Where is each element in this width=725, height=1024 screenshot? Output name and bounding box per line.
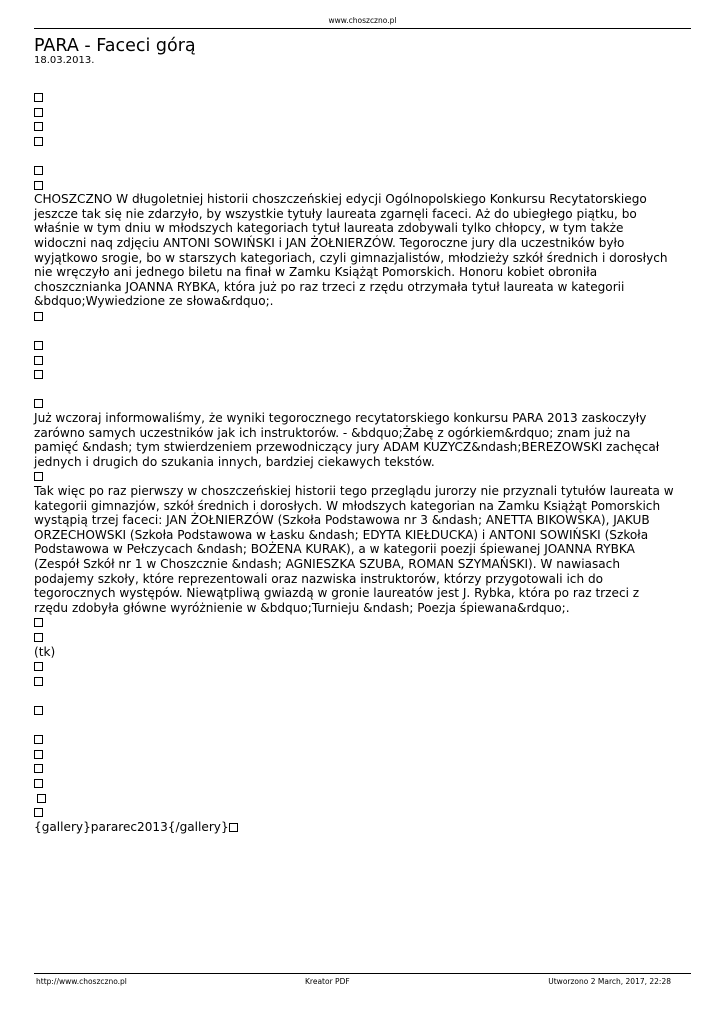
placeholder-box-row [34,338,691,353]
missing-glyph-box [34,356,43,365]
missing-glyph-box [37,794,46,803]
paragraph-3-line: tegorocznych występów. Niewątpliwą gwiazdą w gronie laureatów jest J. Rybka, która po raz trzeci z [34,586,640,601]
missing-glyph-box [34,312,43,321]
missing-glyph-box [34,93,43,102]
placeholder-box-row [34,309,691,324]
missing-glyph-box [34,122,43,131]
missing-glyph-box [34,706,43,715]
paragraph-1-line: jeszcze tak się nie zdarzyło, by wszystkie tytuły laureata zgarnęli faceci. Aż do ubiegłego piątku, bo [34,206,637,221]
placeholder-box-row [34,659,691,674]
missing-glyph-box [34,341,43,350]
paragraph-1-line: &bdquo;Wywiedzione ze słowa&rdquo;. [34,294,274,309]
placeholder-box-row [34,119,691,134]
footer-created: Utworzono 2 March, 2017, 22:28 [548,977,671,986]
placeholder-box-row [34,134,691,149]
page-title: PARA - Faceci górą [34,36,196,56]
paragraph-2-line: pamięć &ndash; tym stwierdzeniem przewodniczący jury ADAM KUZYCZ&ndash;BEREZOWSKI zachęcał [34,440,660,455]
placeholder-box-row [34,396,691,411]
gallery-tag: {gallery}pararec2013{/gallery} [34,819,229,834]
placeholder-box-row [34,761,691,776]
paragraph-1-line: widoczni naq zdjęciu ANTONI SOWIŃSKI i JAN ŻOŁNIERZÓW. Tegoroczne jury dla uczestników było [34,235,625,250]
paragraph-3-line: ORZECHOWSKI (Szkoła Podstawowa w Łasku &ndash; EDYTA KIEŁDUCKA) i ANTONI SOWIŃSKI (Szkoła [34,527,649,542]
paragraph-2-line: zarówno samych uczestników jak ich instruktorów. - &bdquo;Żabę z ogórkiem&rdquo; znam już na [34,425,631,440]
footer-divider [34,973,691,974]
missing-glyph-box [34,633,43,642]
placeholder-box-row [34,703,691,718]
missing-glyph-box [34,399,43,408]
paragraph-3-line: kategorii gimnazjów, szkół średnich i dorosłych. W młodszych kategorian na Zamku Książąt Pomorskich [34,498,661,513]
placeholder-box-row [34,615,691,630]
missing-glyph-box [34,618,43,627]
paragraph-1-line: wyjątkowo srogie, bo w starszych kategoriach, czyli gimnazjalistów, młodzieży szkół średnich i dorosłych [34,250,668,265]
article-body [34,90,691,834]
placeholder-box-row [34,105,691,120]
missing-glyph-box [34,764,43,773]
footer-url: http://www.choszczno.pl [36,977,127,986]
missing-glyph-box [229,823,238,832]
paragraph-3-line: (Zespół Szkół nr 1 w Choszcznie &ndash; AGNIESZKA SZUBA, ROMAN SZYMAŃSKI). W nawiasach [34,557,620,571]
placeholder-box-row [34,630,691,645]
placeholder-box-row [34,747,691,762]
missing-glyph-box [34,750,43,759]
paragraph-1-line: nie wręczyło ani jednego biletu na finał w Zamku Książąt Pomorskich. Honoru kobiet obroniła [34,265,598,280]
placeholder-box-row [34,805,691,820]
article-date: 18.03.2013. [34,55,95,66]
placeholder-box-row [34,469,691,484]
placeholder-box-row [34,178,691,193]
paragraph-2-line: Już wczoraj informowaliśmy, że wyniki tegorocznego recytatorskiego konkursu PARA 2013 zaskoczyły [34,411,647,426]
paragraph-3-line: Tak więc po raz pierwszy w choszczeńskiej historii tego przeglądu jurorzy nie przyznali tytułów laureata w [34,484,674,499]
header-site-url: www.choszczno.pl [328,16,397,25]
missing-glyph-box [34,370,43,379]
missing-glyph-box [34,108,43,117]
placeholder-box-row [34,367,691,382]
placeholder-box-row [34,776,691,791]
missing-glyph-box [34,137,43,146]
placeholder-box-row [34,732,691,747]
missing-glyph-box [34,181,43,190]
missing-glyph-box [34,779,43,788]
paragraph-3-line: wystąpią trzej faceci: JAN ŻOŁNIERZÓW (Szkoła Podstawowa nr 3 &ndash; ANETTA BIKOWSKA), JAKUB [34,513,650,528]
missing-glyph-box [34,808,43,817]
placeholder-box-row [34,791,691,806]
paragraph-3-line: rzędu zdobyła główne wyróżnienie w &bdquo;Turnieju &ndash; Poezja śpiewana&rdquo;. [34,600,570,615]
missing-glyph-box [34,472,43,481]
header-divider [34,28,691,29]
author-signature: (tk) [34,644,56,659]
paragraph-1-line: choszcznianka JOANNA RYBKA, która już po raz trzeci z rzędu otrzymała tytuł laureata w kategorii [34,279,625,294]
footer-generator: Kreator PDF [305,977,350,986]
missing-glyph-box [34,735,43,744]
missing-glyph-box [34,662,43,671]
paragraph-2-line: jednych i drugich do szukania innych, bardziej ciekawych tekstów. [34,454,435,469]
paragraph-1-line: właśnie w tym dniu w młodszych kategoriach tytuł laureata zdobywali tylko chłopcy, w tym także [34,221,624,236]
paragraph-3-line: Podstawowa w Pełczycach &ndash; BOŻENA KURAK), a w kategorii poezji śpiewanej JOANNA RYBKA [34,542,635,557]
placeholder-box-row [34,674,691,689]
placeholder-box-row [34,90,691,105]
placeholder-box-row [34,353,691,368]
paragraph-1-line: CHOSZCZNO W długoletniej historii choszczeńskiej edycji Ogólnopolskiego Konkursu Recytatorskiego [34,192,647,207]
placeholder-box-row [34,163,691,178]
paragraph-3-line: podajemy szkoły, które reprezentowali oraz nazwiska instruktorów, którzy przygotowali ich do [34,571,604,586]
missing-glyph-box [34,166,43,175]
missing-glyph-box [34,677,43,686]
gallery-tag-row [34,820,691,835]
